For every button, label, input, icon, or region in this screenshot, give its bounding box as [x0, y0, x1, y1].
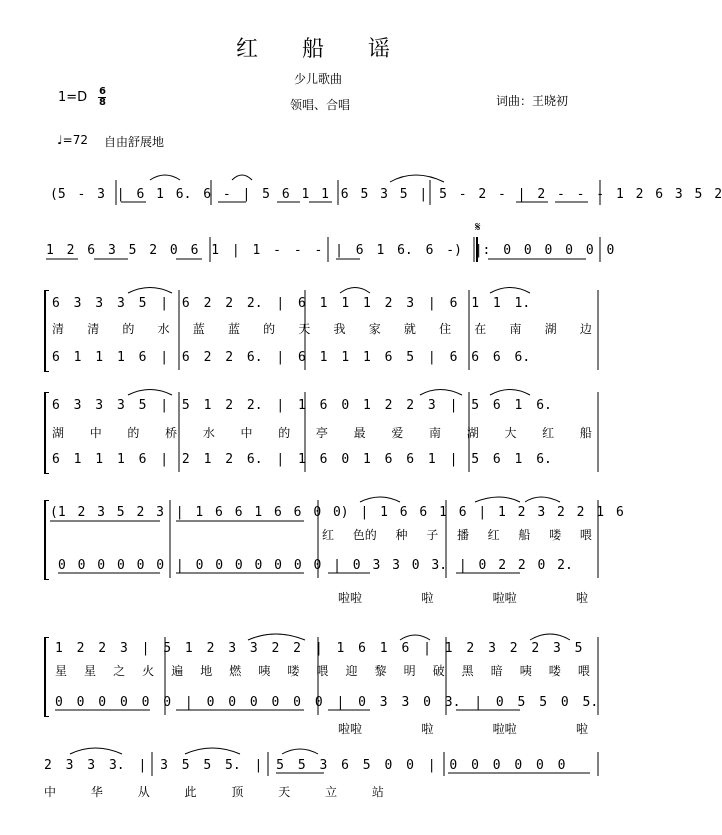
lyric-syllable: 地 [200, 664, 213, 678]
lyric-syllable: 湖 [544, 322, 557, 336]
score-line-4-harmony: 6 1 1 1 6 | 2 1 2 6. | 1 6 0 1 6 6 1 | 5 6 1 6. [52, 452, 552, 467]
lyric-syllable: 中 [240, 426, 253, 440]
lyric-syllable: 燃 [229, 664, 242, 678]
lyric-syllable: 喂 [577, 664, 590, 678]
score-line-6-melody: 1 2 2 3 | 5 1 2 3 3 2 2 | 1 6 1 6 | 1 2 3 2 2 3 5 [55, 641, 583, 656]
score-line-6-harmony: 0 0 0 0 0 0 | 0 0 0 0 0 0 | 0 3 3 0 3. | 0 5 5 0 5. [55, 695, 599, 710]
lyric-syllable: 从 [137, 785, 150, 799]
lyric-syllable: 天 [278, 785, 291, 799]
lyric-syllable: 喂 [316, 664, 329, 678]
lyric-syllable: 星 [84, 664, 97, 678]
lyric-syllable: 的 [122, 322, 135, 336]
lyric-syllable: 星 [55, 664, 68, 678]
lyric-syllable: 湖 [466, 426, 479, 440]
score-line-4-melody: 6 3 3 3 5 | 5 1 2 2. | 1 6 0 1 2 2 3 | 5 6 1 6. [52, 398, 552, 413]
lyric-syllable: 家 [368, 322, 381, 336]
score-line-7-melody: 2 3 3 3. | 3 5 5 5. | 5 5 3 6 5 0 0 | 0 0 0 0 0 0 [44, 758, 566, 773]
lyric-syllable: 之 [113, 664, 126, 678]
lyric-syllable: 啦啦 [338, 722, 363, 736]
lyric-syllable: 站 [371, 785, 384, 799]
lyric-syllable: 色的 [352, 528, 377, 542]
lyric-syllable: 南 [429, 426, 442, 440]
lyric-syllable: 啦啦 [492, 722, 517, 736]
lyric-syllable: 湖 [52, 426, 65, 440]
lyric-syllable: 天 [298, 322, 311, 336]
time-signature-top: 6 [99, 86, 106, 97]
lyric-syllable: 清 [87, 322, 100, 336]
lyric-syllable: 啦 [421, 722, 434, 736]
lyric-syllable: 啦啦 [338, 591, 363, 605]
lyric-syllable: 黎 [374, 664, 387, 678]
segno-sign: 𝄋 [475, 220, 481, 235]
lyric-syllable: 大 [504, 426, 517, 440]
expression-marking: 自由舒展地 [104, 135, 165, 149]
lyric-syllable: 种 [395, 528, 408, 542]
lyric-syllable: 住 [439, 322, 452, 336]
score-line-3-harmony: 6 1 1 1 6 | 6 2 2 6. | 6 1 1 1 6 5 | 6 6 6 6. [52, 350, 531, 365]
lyric-syllable: 的 [278, 426, 291, 440]
lyric-syllable: 啦 [421, 591, 434, 605]
lyric-syllable: 蓝 [192, 322, 205, 336]
lyric-syllable: 南 [509, 322, 522, 336]
score-line-2: 1 2 6 3 5 2 0 6 1 | 1 - - - | 6 1 6. 6 -) |: 0 0 0 0 0 0 [46, 243, 615, 258]
lyric-syllable: 边 [579, 322, 592, 336]
lyric-syllable: 红 [487, 528, 500, 542]
song-subtitle: 少儿歌曲 [294, 72, 343, 86]
lyric-syllable: 迎 [345, 664, 358, 678]
lyric-syllable: 咦 [258, 664, 271, 678]
lyric-syllable: 蓝 [227, 322, 240, 336]
lyric-syllable: 破 [432, 664, 445, 678]
lyric-syllable: 子 [426, 528, 439, 542]
lyric-syllable: 船 [579, 426, 592, 440]
lyric-syllable: 最 [353, 426, 366, 440]
lyric-syllable: 喽 [549, 528, 562, 542]
lyric-syllable: 华 [90, 785, 103, 799]
lyric-syllable: 遍 [171, 664, 184, 678]
lyric-syllable: 顶 [231, 785, 244, 799]
lyric-syllable: 清 [52, 322, 65, 336]
tempo-marking: ♩=72 [57, 133, 88, 147]
lyric-syllable: 亭 [315, 426, 328, 440]
score-line-1: (5 - 3 | 6 1 6. 6 - | 5 6 1 1 6 5 3 5 | 5 - 2 - | 2 - - - 1 2 6 3 5 2 [50, 187, 722, 202]
lyric-syllable: 喽 [548, 664, 561, 678]
lyric-syllable: 啦啦 [492, 591, 517, 605]
score-line-5-harmony: 0 0 0 0 0 0 | 0 0 0 0 0 0 0 | 0 3 3 0 3. | 0 2 2 0 2. [58, 558, 573, 573]
lyric-syllable: 红 [542, 426, 555, 440]
lyric-syllable: 此 [184, 785, 197, 799]
lyric-syllable: 黑 [461, 664, 474, 678]
lyric-syllable: 水 [157, 322, 170, 336]
lyric-syllable: 我 [333, 322, 346, 336]
lyric-syllable: 喂 [579, 528, 592, 542]
lyric-syllable: 立 [325, 785, 338, 799]
score-line-5-melody: (1 2 3 5 2 3 | 1 6 6 1 6 6 0 0) | 1 6 6 1 6 | 1 2 3 2 2 1 6 [50, 505, 624, 520]
lyric-syllable: 桥 [165, 426, 178, 440]
lyric-syllable: 中 [89, 426, 102, 440]
lyric-syllable: 暗 [490, 664, 503, 678]
lyric-syllable: 就 [403, 322, 416, 336]
lyric-syllable: 火 [142, 664, 155, 678]
lyric-syllable: 的 [127, 426, 140, 440]
lyric-syllable: 明 [403, 664, 416, 678]
lyric-syllable: 的 [263, 322, 276, 336]
performance-type: 领唱、合唱 [290, 98, 351, 112]
lyric-syllable: 中 [44, 785, 57, 799]
time-signature-bottom: 8 [99, 97, 106, 108]
lyric-syllable: 播 [456, 528, 469, 542]
lyric-syllable: 啦 [575, 591, 588, 605]
lyric-syllable: 爱 [391, 426, 404, 440]
lyric-syllable: 喽 [287, 664, 300, 678]
lyric-syllable: 水 [202, 426, 215, 440]
lyric-syllable: 啦 [575, 722, 588, 736]
lyric-syllable: 咦 [519, 664, 532, 678]
lyric-syllable: 红 [322, 528, 335, 542]
lyric-syllable: 船 [518, 528, 531, 542]
score-line-3-melody: 6 3 3 3 5 | 6 2 2 2. | 6 1 1 1 2 3 | 6 1 1 1. [52, 296, 531, 311]
song-title: 红船谣 [236, 37, 435, 62]
key-signature: 1=D [58, 90, 88, 105]
credits: 词曲：王晓初 [496, 94, 569, 108]
lyric-syllable: 在 [474, 322, 487, 336]
